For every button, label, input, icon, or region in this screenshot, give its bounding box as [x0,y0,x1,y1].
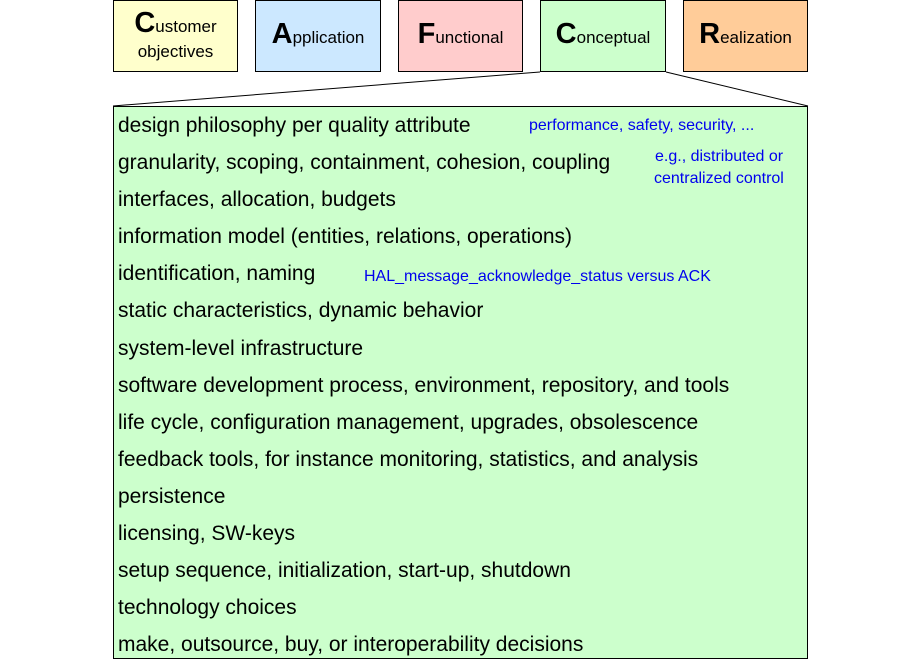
conceptual-detail-panel [113,106,808,659]
item-setup-sequence: setup sequence, initialization, start-up, shutdown [118,559,571,582]
realization-label: ealization [720,28,792,47]
connector-right-line [666,72,808,106]
functional-cap-letter: F [417,18,436,50]
item-design-philosophy: design philosophy per quality attribute [118,114,471,137]
item-identification: identification, naming [118,262,316,285]
realization-cap-letter: R [699,18,721,50]
connector-left-line [113,72,540,106]
item-sw-development: software development process, environment, repository, and tools [118,374,730,397]
note-control-line2: centralized control [654,170,784,187]
note-naming-example: HAL_message_acknowledge_status versus ACK [364,268,711,285]
application-label: pplication [292,28,365,47]
customer-cap-letter: C [134,6,156,39]
item-life-cycle: life cycle, configuration management, upgrades, obsolescence [118,411,699,434]
item-granularity: granularity, scoping, containment, cohesion, coupling [118,151,611,174]
item-technology-choices: technology choices [118,596,297,619]
item-feedback-tools: feedback tools, for instance monitoring, statistics, and analysis [118,448,699,471]
customer-label-line2: objectives [137,41,214,61]
customer-label-line1: ustomer [155,16,217,36]
item-interfaces: interfaces, allocation, budgets [118,188,396,211]
note-quality-attributes: performance, safety, security, ... [529,117,755,134]
item-infrastructure: system-level infrastructure [118,337,364,360]
application-cap-letter: A [271,18,293,50]
item-make-buy: make, outsource, buy, or interoperability decisions [118,633,584,656]
item-information-model: information model (entities, relations, operations) [118,225,573,248]
item-persistence: persistence [118,485,226,508]
item-static-characteristics: static characteristics, dynamic behavior [118,299,484,322]
item-licensing: licensing, SW-keys [118,522,296,545]
note-control-line1: e.g., distributed or [655,148,784,165]
functional-label: unctional [435,28,504,47]
conceptual-label: onceptual [576,28,651,47]
conceptual-cap-letter: C [555,18,577,50]
